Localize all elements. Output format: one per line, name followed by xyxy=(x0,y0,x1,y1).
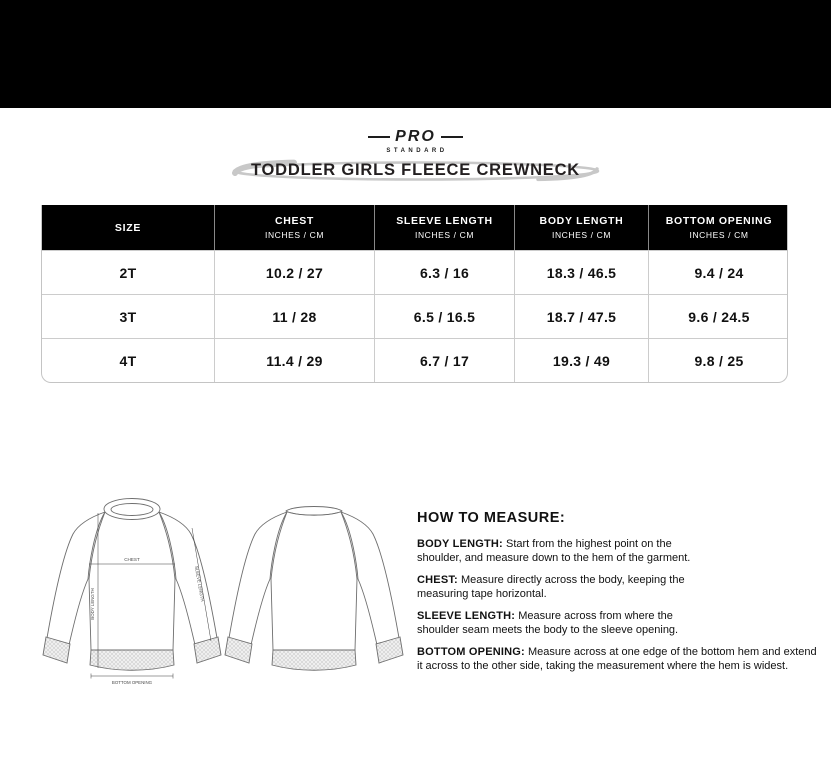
bottom-opening-cell: 9.8 / 25 xyxy=(694,352,744,369)
measure-item-body-length xyxy=(417,538,695,565)
brand-logo xyxy=(0,128,831,154)
sweatshirt-front-diagram xyxy=(42,492,222,692)
size-cell: 3T xyxy=(42,295,215,338)
sleeve-cell: 6.7 / 17 xyxy=(375,339,515,382)
brand-name: PRO xyxy=(395,128,436,145)
measure-item-text: Measure across at one edge of the bottom hem and extend it across to the other side, taking the measurement where the hem is widest. xyxy=(417,646,817,672)
sweatshirt-back-diagram xyxy=(224,492,404,692)
measure-item-label: BODY LENGTH: xyxy=(417,538,503,550)
size-cell: 2T xyxy=(42,251,215,294)
measure-item-label: BOTTOM OPENING: xyxy=(417,646,525,658)
sleeve-cell: 6.3 / 16 xyxy=(375,251,515,294)
size-cell: 4T xyxy=(42,339,215,382)
column-header-bottom-opening: BOTTOM OPENING INCHES / CM xyxy=(665,215,773,240)
measure-item-text: Measure across from where the shoulder seam meets the body to the sleeve opening. xyxy=(417,610,679,636)
body-length-cell: 19.3 / 49 xyxy=(515,339,649,382)
table-header-row xyxy=(42,205,787,250)
chest-cell: 11.4 / 29 xyxy=(215,339,375,382)
body-length-cell: 18.3 / 46.5 xyxy=(515,251,649,294)
chest-cell: 11 / 28 xyxy=(215,295,375,338)
column-header-body-length: BODY LENGTH INCHES / CM xyxy=(515,205,649,250)
sleeve-cell: 6.5 / 16.5 xyxy=(375,295,515,338)
measure-item-chest xyxy=(417,574,713,601)
bottom-opening-cell: 9.6 / 24.5 xyxy=(688,308,750,325)
diagram-bottom-opening-label: BOTTOM OPENING xyxy=(111,680,153,685)
diagram-sleeve-length-label: SLEEVE LENGTH xyxy=(193,565,206,602)
how-to-measure-section xyxy=(417,510,819,682)
column-header-sleeve-length: SLEEVE LENGTH INCHES / CM xyxy=(375,205,515,250)
how-to-measure-title: HOW TO MEASURE: xyxy=(417,510,566,526)
table-row-2t xyxy=(42,250,787,294)
logo-left-line xyxy=(368,136,390,138)
measure-item-text: Start from the highest point on the shoulder, and measure down to the hem of the garment. xyxy=(417,538,691,564)
measure-item-bottom-opening xyxy=(417,646,819,673)
table-row-4t xyxy=(42,338,787,382)
page-title: TODDLER GIRLS FLEECE CREWNECK xyxy=(250,161,581,179)
measure-item-label: SLEEVE LENGTH: xyxy=(417,610,516,622)
title-section xyxy=(0,156,831,184)
column-header-size: SIZE xyxy=(42,205,215,250)
size-table xyxy=(41,205,788,383)
column-header-chest: CHEST INCHES / CM xyxy=(215,205,375,250)
diagram-chest-label: CHEST xyxy=(124,557,140,562)
chest-cell: 10.2 / 27 xyxy=(215,251,375,294)
brand-subname: STANDARD xyxy=(386,148,448,154)
measure-item-sleeve-length xyxy=(417,610,717,637)
measure-item-label: CHEST: xyxy=(417,574,458,586)
measure-item-text: Measure directly across the body, keeping the measuring tape horizontal. xyxy=(417,574,685,600)
diagram-body-length-label: BODY LENGTH xyxy=(90,588,95,620)
body-length-cell: 18.7 / 47.5 xyxy=(515,295,649,338)
table-row-3t xyxy=(42,294,787,338)
logo-right-line xyxy=(441,136,463,138)
top-banner xyxy=(0,0,831,108)
bottom-opening-cell: 9.4 / 24 xyxy=(694,264,744,281)
